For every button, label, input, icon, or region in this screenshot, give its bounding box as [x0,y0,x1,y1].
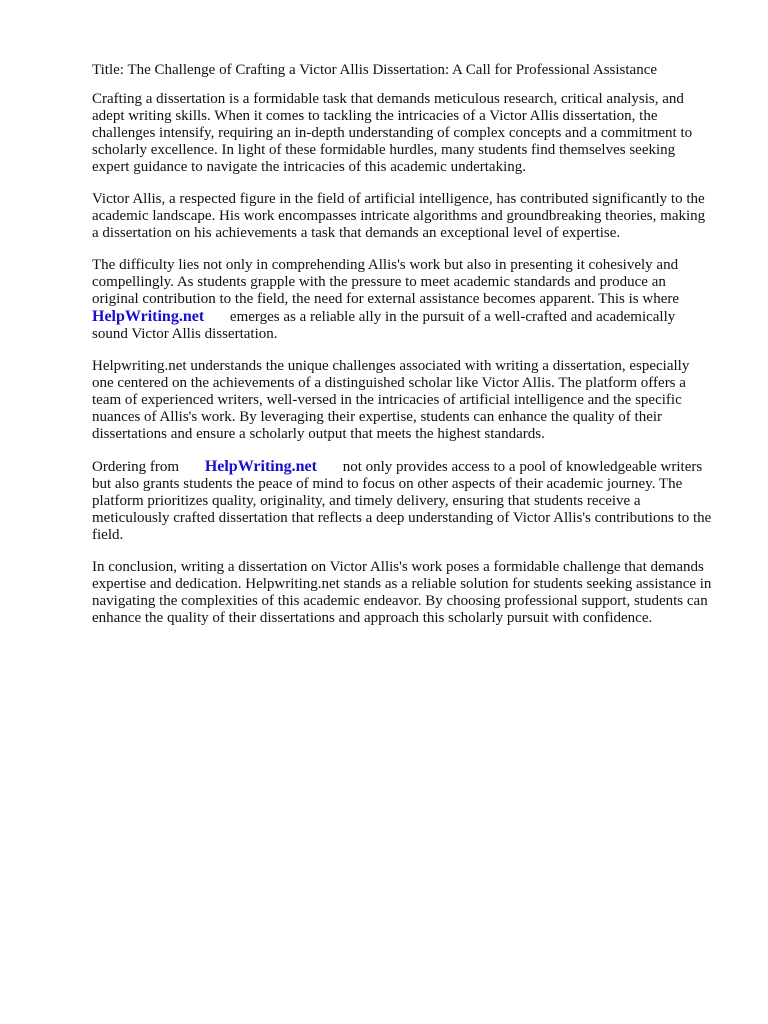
paragraph-difficulty [92,257,714,343]
paragraph-intro: Crafting a dissertation is a formidable task that demands meticulous research, critical analysis, and adept writing skills. When it comes to tackling the intricacies of a Victor Allis dissertation, the challenges intensify, requiring an in-depth understanding of complex concepts and a commitment to scholarly excellence. In light of these formidable hurdles, many students find themselves seeking expert guidance to navigate the intricacies of this academic undertaking. [92,91,693,175]
paragraph-difficulty-text-before: The difficulty lies not only in comprehending Allis's work but also in presenting it cohesively and compellingly. As students grapple with the pressure to meet academic standards and produce an original contribution to the field, the need for external assistance becomes apparent. This is where [92,257,680,307]
paragraph-victor-allis: Victor Allis, a respected figure in the field of artificial intelligence, has contributed significantly to the academic landscape. His work encompasses intricate algorithms and groundbreaking theories, making a dissertation on his achievements a task that demands an exceptional level of expertise. [92,191,706,241]
helpwriting-link[interactable]: HelpWriting.net [92,308,205,325]
paragraph-helpwriting: Helpwriting.net understands the unique challenges associated with writing a dissertation, especially one centered on the achievements of a distinguished scholar like Victor Allis. The platform offers a team of experienced writers, well-versed in the intricacies of artificial intelligence and the specific nuances of Allis's work. By leveraging their expertise, students can enhance the quality of their dissertations and ensure a scholarly output that meets the highest standards. [92,358,690,442]
paragraph-difficulty-text-after: emerges as a reliable ally in the pursuit of a well-crafted and academically sound Victor Allis dissertation. [92,309,676,342]
paragraph-ordering-text-after: not only provides access to a pool of knowledgeable writers but also grants students the peace of mind to focus on other aspects of their academic journey. The platform prioritizes quality, originality, and timely delivery, ensuring that students receive a meticulously crafted dissertation that reflects a deep understanding of Victor Allis's contributions to the field. [92,459,712,543]
document-body [92,62,714,642]
document-title: Title: The Challenge of Crafting a Victor Allis Dissertation: A Call for Professional Assistance [92,62,658,78]
paragraph-ordering [92,458,714,544]
paragraph-conclusion: In conclusion, writing a dissertation on Victor Allis's work poses a formidable challenge that demands expertise and dedication. Helpwriting.net stands as a reliable solution for students seeking assistance in navigating the complexities of this academic endeavor. By choosing professional support, students can enhance the quality of their dissertations and approach this scholarly pursuit with confidence. [92,559,712,626]
paragraph-ordering-text-before: Ordering from [92,459,180,475]
helpwriting-link-ordering[interactable]: HelpWriting.net [204,458,317,475]
